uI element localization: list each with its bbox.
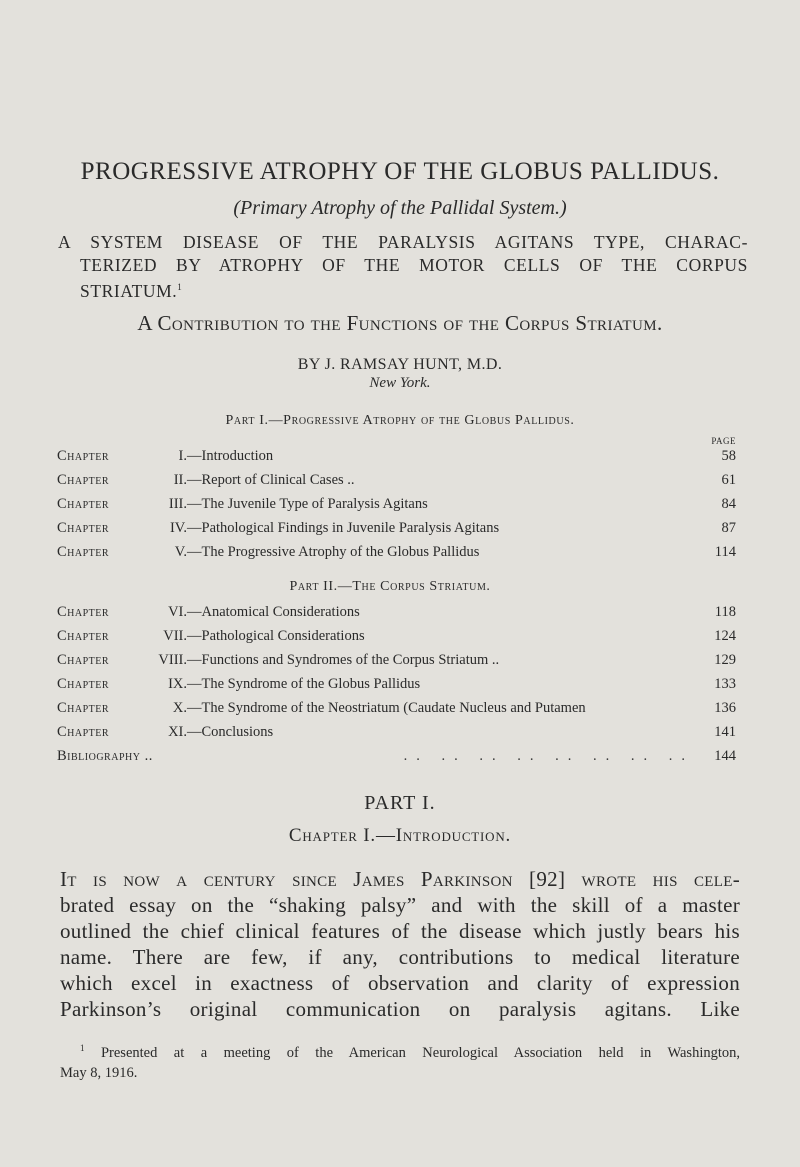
toc-chapter-number: X. [172, 700, 187, 716]
toc-bibliography-page: 144 [714, 748, 736, 764]
toc-row [57, 697, 736, 719]
body-line: outlined the chief clinical features of the disease which justly bears his [60, 919, 740, 943]
toc-part1-heading: Part I.—Progressive Atrophy of the Globus Pallidus. [225, 413, 575, 428]
toc-chapter-title: —Introduction [187, 448, 274, 464]
body-line: which excel in exactness of observation and clarity of expression [60, 971, 740, 995]
toc-row [57, 493, 736, 515]
system-line: A SYSTEM DISEASE OF THE PARALYSIS AGITANS TYPE, CHARAC- [58, 232, 748, 252]
toc-row [57, 445, 736, 467]
toc-chapter-title: —The Syndrome of the Globus Pallidus [187, 676, 421, 692]
toc-chapter-number: VII. [163, 628, 187, 644]
toc-leader-dots: .. .. .. .. .. .. .. .. [403, 748, 694, 764]
body-line: Parkinson’s original communication on paralysis agitans. Like [60, 997, 740, 1021]
toc-page-number: 58 [721, 448, 736, 464]
toc-chapter-title: —Functions and Syndromes of the Corpus Striatum .. [187, 652, 500, 668]
toc-bibliography-row [57, 745, 736, 767]
toc-page-number: 87 [721, 520, 736, 536]
contribution-heading: A Contribution to the Functions of the Corpus Striatum. [137, 311, 663, 335]
body-line-text: It is now a century since James Parkinson [92] wrote his cele- [60, 867, 740, 891]
toc-chapter-number: V. [174, 544, 187, 560]
toc-chapter-title: —Anatomical Considerations [187, 604, 360, 620]
toc-chapter-title: —The Syndrome of the Neostriatum (Caudate Nucleus and Putamen [187, 700, 586, 716]
toc-page-number: 114 [714, 544, 736, 560]
toc-chapter-label: Chapter [57, 628, 110, 644]
toc-chapter-title: —The Progressive Atrophy of the Globus Pallidus [187, 544, 480, 560]
toc-chapter-number: II. [173, 472, 187, 488]
author-location: New York. [369, 375, 431, 391]
chapter-one-heading: Chapter I.—Introduction. [288, 825, 512, 846]
toc-chapter-label: Chapter [57, 724, 110, 740]
toc-chapter-title: —Pathological Findings in Juvenile Paralysis Agitans [187, 520, 500, 536]
toc-chapter-number: I. [178, 448, 187, 464]
toc-row [57, 469, 736, 491]
toc-row [57, 625, 736, 647]
author-byline: BY J. RAMSAY HUNT, M.D. [297, 356, 503, 373]
part-one-heading: PART I. [364, 792, 436, 814]
body-line: brated essay on the “shaking palsy” and with the skill of a master [60, 893, 740, 917]
toc-page-number: 84 [721, 496, 736, 512]
toc-chapter-label: Chapter [57, 520, 110, 536]
toc-bibliography-label: Bibliography .. [57, 748, 153, 764]
toc-page-number: 124 [714, 628, 736, 644]
toc-chapter-number: IV. [169, 520, 187, 536]
toc-page-number: 133 [714, 676, 736, 692]
toc-chapter-number: XI. [168, 724, 187, 740]
article-title: PROGRESSIVE ATROPHY OF THE GLOBUS PALLIDUS. [80, 158, 720, 185]
toc-chapter-label: Chapter [57, 604, 110, 620]
toc-chapter-label: Chapter [57, 448, 110, 464]
body-line: name. There are few, if any, contributions to medical literature [60, 945, 740, 969]
system-line: STRIATUM. [80, 280, 178, 301]
toc-chapter-number: III. [168, 496, 187, 512]
toc-chapter-number: VIII. [158, 652, 187, 668]
toc-page-label: PAGE [711, 436, 736, 446]
toc-page-number: 61 [721, 472, 736, 488]
toc-chapter-title: —Report of Clinical Cases .. [187, 472, 355, 488]
toc-chapter-label: Chapter [57, 544, 110, 560]
system-line: TERIZED BY ATROPHY OF THE MOTOR CELLS OF THE CORPUS [80, 254, 748, 275]
toc-page-number: 118 [714, 604, 736, 620]
toc-chapter-number: IX. [168, 676, 187, 692]
toc-page-number: 136 [714, 700, 736, 716]
footnote-line [60, 1038, 740, 1063]
toc-row [57, 721, 736, 743]
toc-chapter-title: —Conclusions [187, 724, 274, 740]
toc-page-number: 141 [714, 724, 736, 740]
footnote-number: 1 [80, 1043, 85, 1053]
toc-chapter-label: Chapter [57, 496, 110, 512]
footnote-line: May 8, 1916. [60, 1064, 138, 1081]
toc-row [57, 649, 736, 671]
toc-chapter-title: —The Juvenile Type of Paralysis Agitans [187, 496, 428, 512]
footnote-text: Presented at a meeting of the American Neurological Association held in Washington, [100, 1044, 741, 1061]
toc-page-number: 129 [714, 652, 736, 668]
toc-chapter-number: VI. [168, 604, 187, 620]
toc-chapter-label: Chapter [57, 652, 110, 668]
body-text [60, 866, 740, 1022]
system-description [58, 231, 748, 302]
toc-part2-heading: Part II.—The Corpus Striatum. [289, 579, 491, 594]
footnote [60, 1038, 740, 1083]
system-line-last [58, 276, 748, 302]
toc-row [57, 601, 736, 623]
toc-row [57, 517, 736, 539]
toc-chapter-label: Chapter [57, 700, 110, 716]
toc-chapter-title: —Pathological Considerations [187, 628, 365, 644]
toc-chapter-label: Chapter [57, 676, 110, 692]
footnote-marker: 1 [177, 282, 183, 292]
toc-row [57, 541, 736, 563]
article-subtitle: (Primary Atrophy of the Pallidal System.) [233, 197, 567, 219]
body-line [60, 866, 740, 892]
toc-chapter-label: Chapter [57, 472, 110, 488]
toc-row [57, 673, 736, 695]
